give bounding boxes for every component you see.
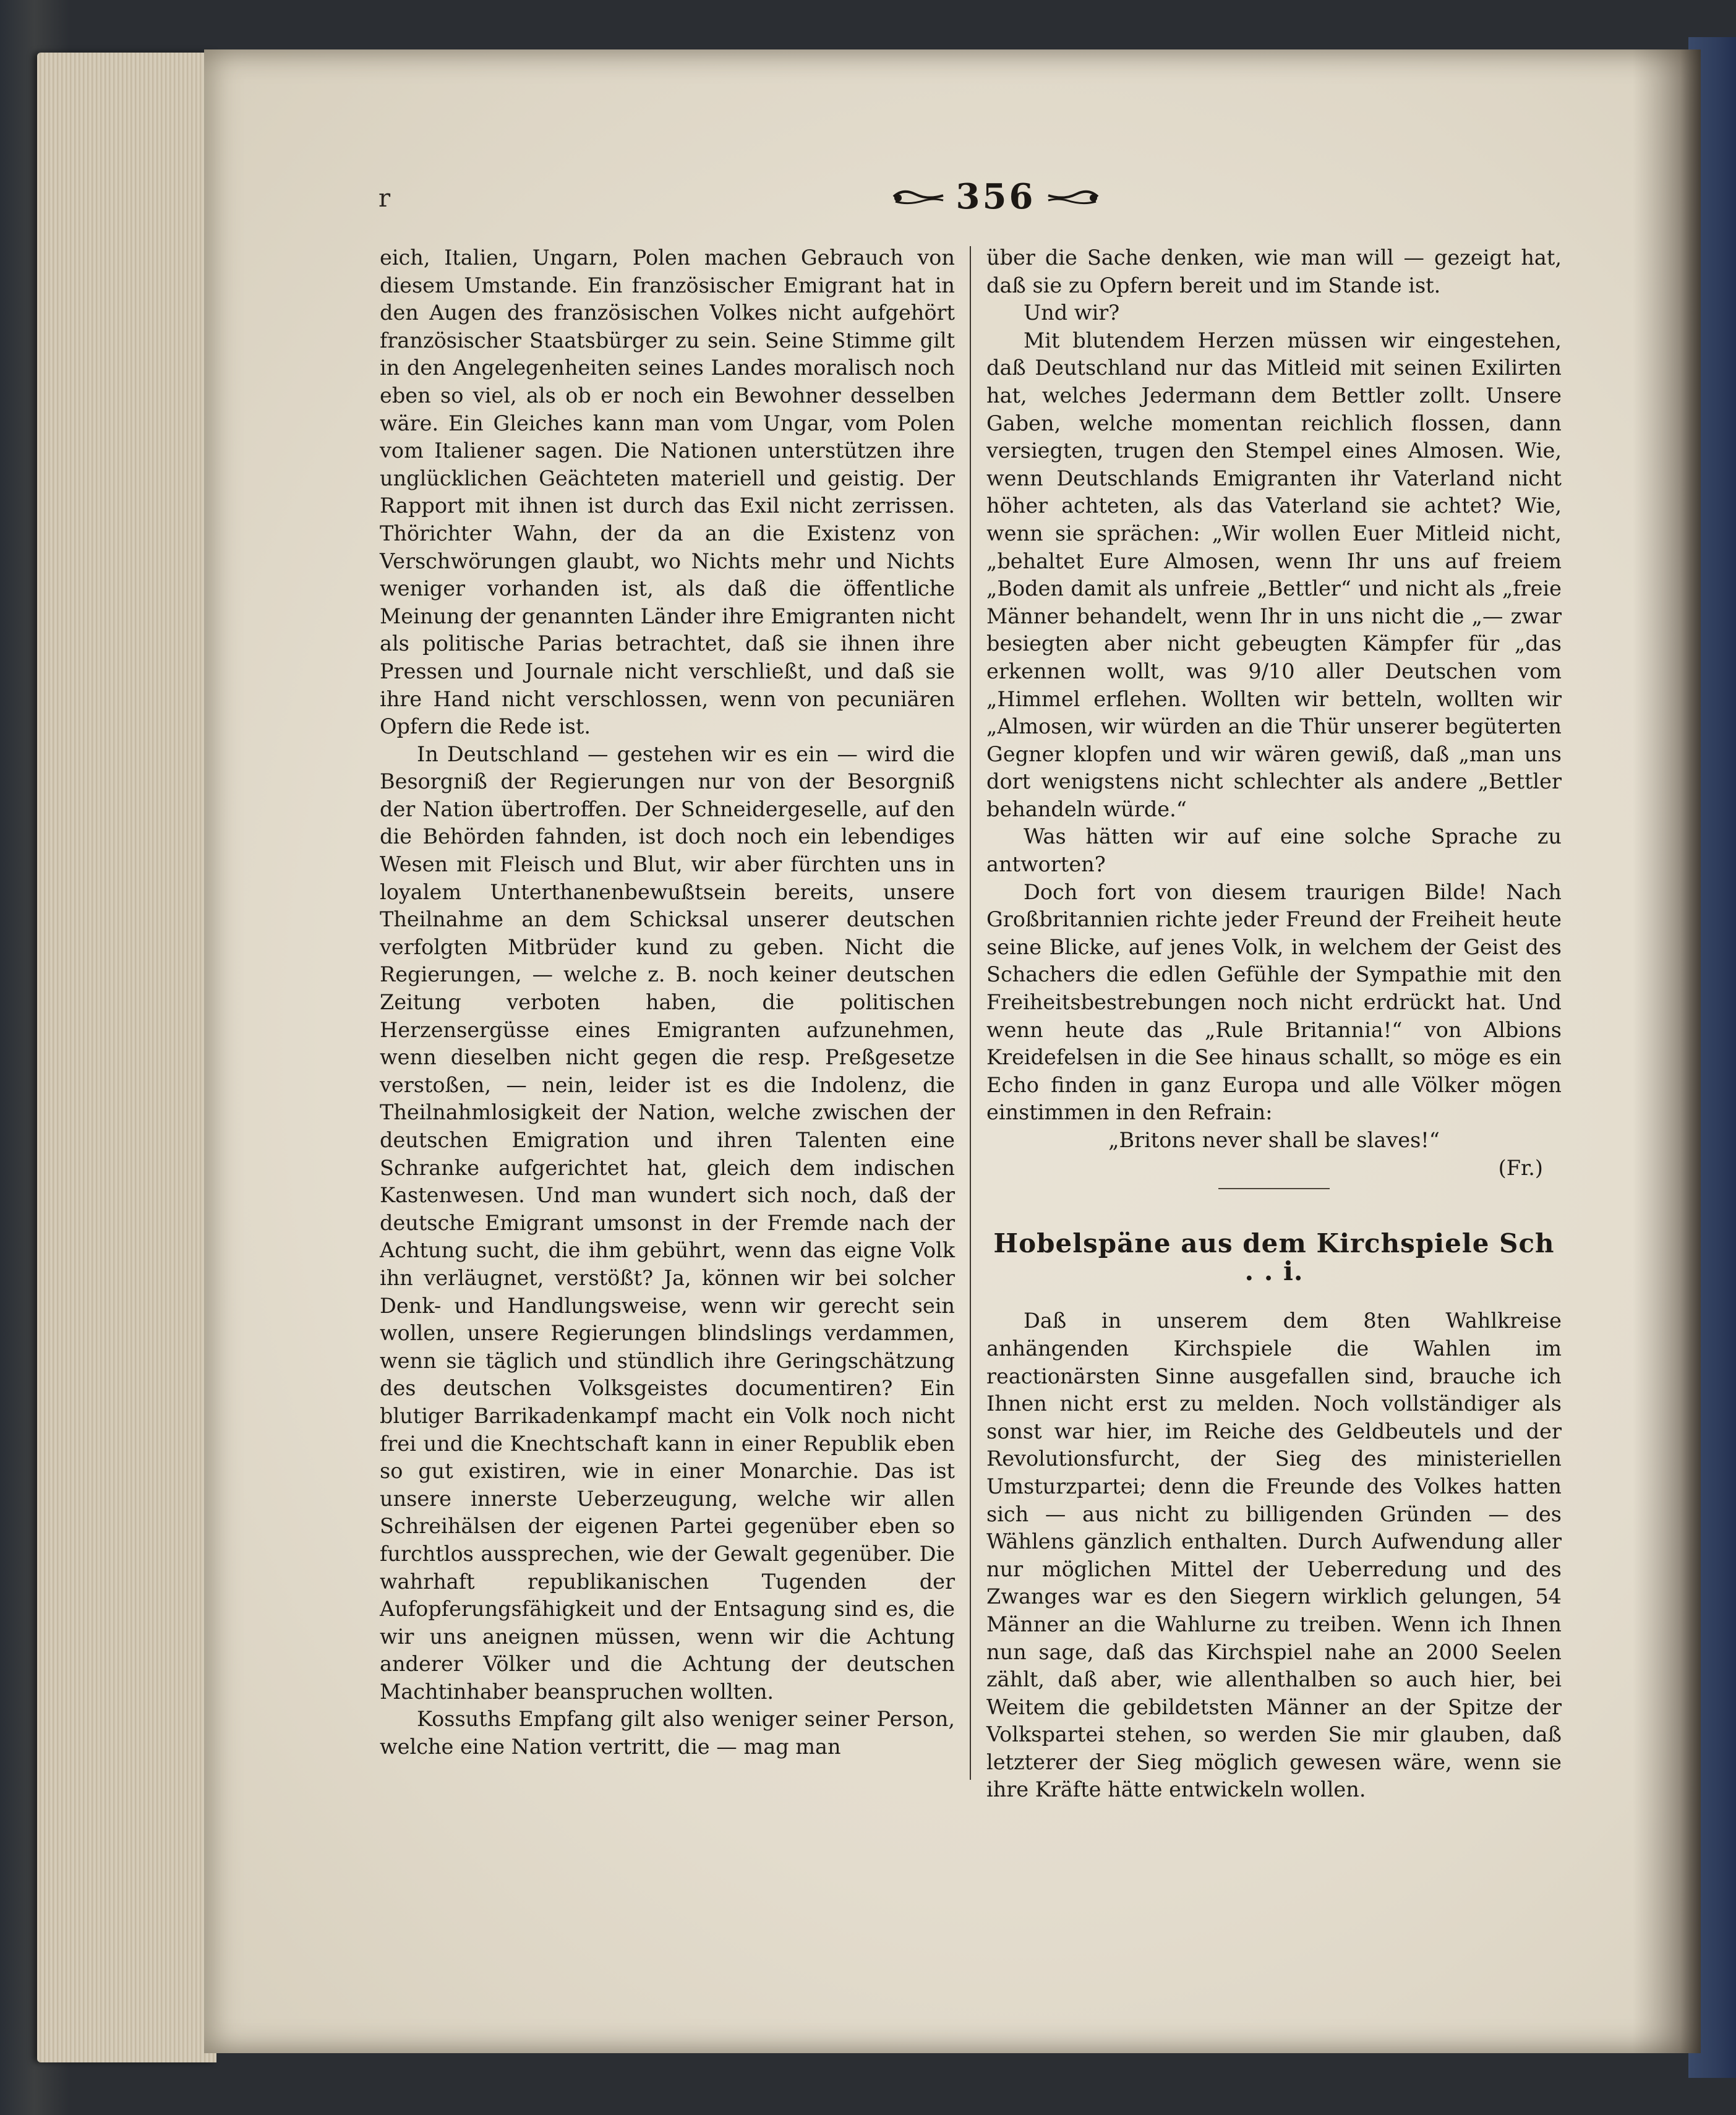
verse-line: „Britons never shall be slaves!“ (1108, 1128, 1440, 1152)
page-number: 356 (956, 176, 1036, 217)
left-ornament-icon (891, 184, 946, 209)
right-paragraph-5: Doch fort von diesem traurigen Bilde! Nach Großbritannien richte jeder Freund der Freiheit heute seine Blicke, auf jenes Volk, in welchem der Geist des Schachers die edlen Gefühle der Sympathie mit den Freiheitsbestrebungen noch nicht erdrückt hat. Und wenn heute das „Rule Britannia!“ von Albions Kreidefelsen in die See hinaus schallt, so möge es ein Echo finden in ganz Europa und alle Völker mögen einstimmen in den Refrain: (986, 879, 1562, 1125)
author-signature: (Fr.) (1498, 1155, 1543, 1180)
left-paragraph-1: eich, Italien, Ungarn, Polen machen Gebrauch von diesem Umstande. Ein französischer Emigrant hat in den Augen des französischen Volkes nicht aufgehört französischer Staatsbürger zu sein. Seine Stimme gilt in den Angelegenheiten seines Landes moralisch noch eben so viel, als ob er noch ein Bewohner desselben wäre. Ein Gleiches kann man vom Ungar, vom Polen vom Italiener sagen. Die Nationen unterstützen ihre unglücklichen Geächteten materiell und geistig. Der Rapport mit ihnen ist durch das Exil nicht zerrissen. Thörichter Wahn, der da an die Existenz von Verschwörungen glaubt, wo Nichts mehr und Nichts weniger vorhanden ist, als daß die öffentliche Meinung der genannten Länder ihre Emigranten nicht als politische Parias betrachtet, daß sie ihnen ihre Pressen und Journale nicht verschließt, und daß sie ihre Hand nicht verschlossen, wenn von pecuniären Opfern die Rede ist. (380, 246, 955, 739)
column-divider (970, 246, 971, 1780)
right-ornament-icon (1045, 184, 1101, 209)
right-paragraph-2: Und wir? (1024, 301, 1120, 325)
gutter-shadow (1633, 49, 1701, 2053)
section-body: Daß in unserem dem 8ten Wahlkreise anhängenden Kirchspiele die Wahlen im reactionärsten Sinne ausgefallen sind, brauche ich Ihnen nicht erst zu melden. Noch vollständiger als sonst war hier, im Reiche des Geldbeutels und der Revolutionsfurcht, der Sieg des ministeriellen Umsturzpartei; denn die Freunde des Volkes hatten sich — aus nicht zu billigenden Gründen — des Wählens gänzlich enthalten. Durch Aufwendung aller nur möglichen Mittel der Ueberredung und des Zwanges war es den Siegern wirklich gelungen, 54 Männer an die Wahlurne zu treiben. Wenn ich Ihnen nun sage, daß das Kirchspiel nahe an 2000 Seelen zählt, daß aber, wie allenthalben so auch hier, bei Weitem die gebildetsten Männer an der Spitze der Volkspartei stehen, so werden Sie mir glauben, daß letzterer der Sieg möglich gewesen wäre, wenn sie ihre Kräfte hätte entwickeln wollen. (986, 1309, 1562, 1802)
right-paragraph-1: über die Sache denken, wie man will — gezeigt hat, daß sie zu Opfern bereit und im Stande ist. (986, 246, 1562, 297)
page-header (866, 172, 1126, 221)
left-paragraph-2: In Deutschland — gestehen wir es ein — wird die Besorgniß der Regierungen nur von der Besorgniß der Nation übertroffen. Der Schneidergeselle, auf den die Behörden fahnden, ist doch noch ein lebendiges Wesen mit Fleisch und Blut, wir aber fürchten uns in loyalem Unterthanenbewußtsein bereits, unsere Theilnahme an dem Schicksal unserer deutschen verfolgten Mitbrüder kund zu geben. Nicht die Regierungen, — welche z. B. noch keiner deutschen Zeitung verboten haben, die politischen Herzensergüsse eines Emigranten aufzunehmen, wenn dieselben nicht gegen die resp. Preßgesetze verstoßen, — nein, leider ist es die Indolenz, die Theilnahmlosigkeit der Nation, welche zwischen der deutschen Emigration und ihren Talenten eine Schranke aufgerichtet hat, gleich dem indischen Kastenwesen. Und man wundert sich noch, daß der deutsche Emigrant umsonst in der Fremde nach der Achtung sucht, die ihm gebührt, wenn das eigne Volk ihn verläugnet, verstößt? Ja, können wir bei solcher Denk- und Handlungsweise, wenn wir gerecht sein wollen, unsere Regierungen blindslings verdammen, wenn sie täglich und stündlich ihre Geringschätzung des deutschen Volksgeistes documentiren? Ein blutiger Barrikadenkampf macht ein Volk noch nicht frei und die Knechtschaft kann in einer Republik eben so gut existiren, wie in einer Monarchie. Das ist unsere innerste Ueberzeugung, welche wir allen Schreihälsen der eigenen Partei gegenüber eben so furchtlos aussprechen, wie der Gewalt gegenüber. Die wahrhaft republikanischen Tugenden der Aufopferungsfähigkeit und der Entsagung sind es, die wir uns aneignen müssen, wenn wir die Achtung anderer Völker und die Achtung der deutschen Machtinhaber beanspruchen wollten. (380, 741, 955, 1704)
left-column (380, 244, 955, 1761)
corner-mark: r (378, 184, 391, 213)
section-rule (1218, 1188, 1330, 1189)
book-page-edges (37, 53, 216, 2062)
right-column (986, 244, 1562, 1804)
right-paragraph-4: Was hätten wir auf eine solche Sprache zu antworten? (986, 824, 1562, 877)
right-paragraph-3: Mit blutendem Herzen müssen wir eingestehen, daß Deutschland nur das Mitleid mit seinen Exilirten hat, welches Jedermann dem Bettler zollt. Unsere Gaben, welche momentan reichlich flossen, dann versiegten, trugen den Stempel eines Almosen. Wie, wenn Deutschlands Emigranten ihr Vaterland nicht höher achteten, als das Vaterland sie achtet? Wie, wenn sie sprächen: „Wir wollen Euer Mitleid nicht, „behaltet Eure Almosen, wenn Ihr uns auf freiem „Boden damit als unfreie „Bettler“ und nicht als „freie Männer behandelt, wenn Ihr in uns nicht die „— zwar besiegten aber nicht gebeugten Kämpfer für „das erkennen wollt, was 9/10 aller Deutschen vom „Himmel erflehen. Wollten wir betteln, wollten wir „Almosen, wir würden an die Thür unserer begüterten Gegner klopfen und wir wären gewiß, daß „man uns dort wenigstens nicht schlechter als andere „Bettler behandeln würde.“ (986, 328, 1562, 821)
section-title: Hobelspäne aus dem Kirchspiele Sch . . i. (993, 1228, 1555, 1286)
left-paragraph-3: Kossuths Empfang gilt also weniger seiner Person, welche eine Nation vertritt, die — mag man (380, 1707, 955, 1759)
